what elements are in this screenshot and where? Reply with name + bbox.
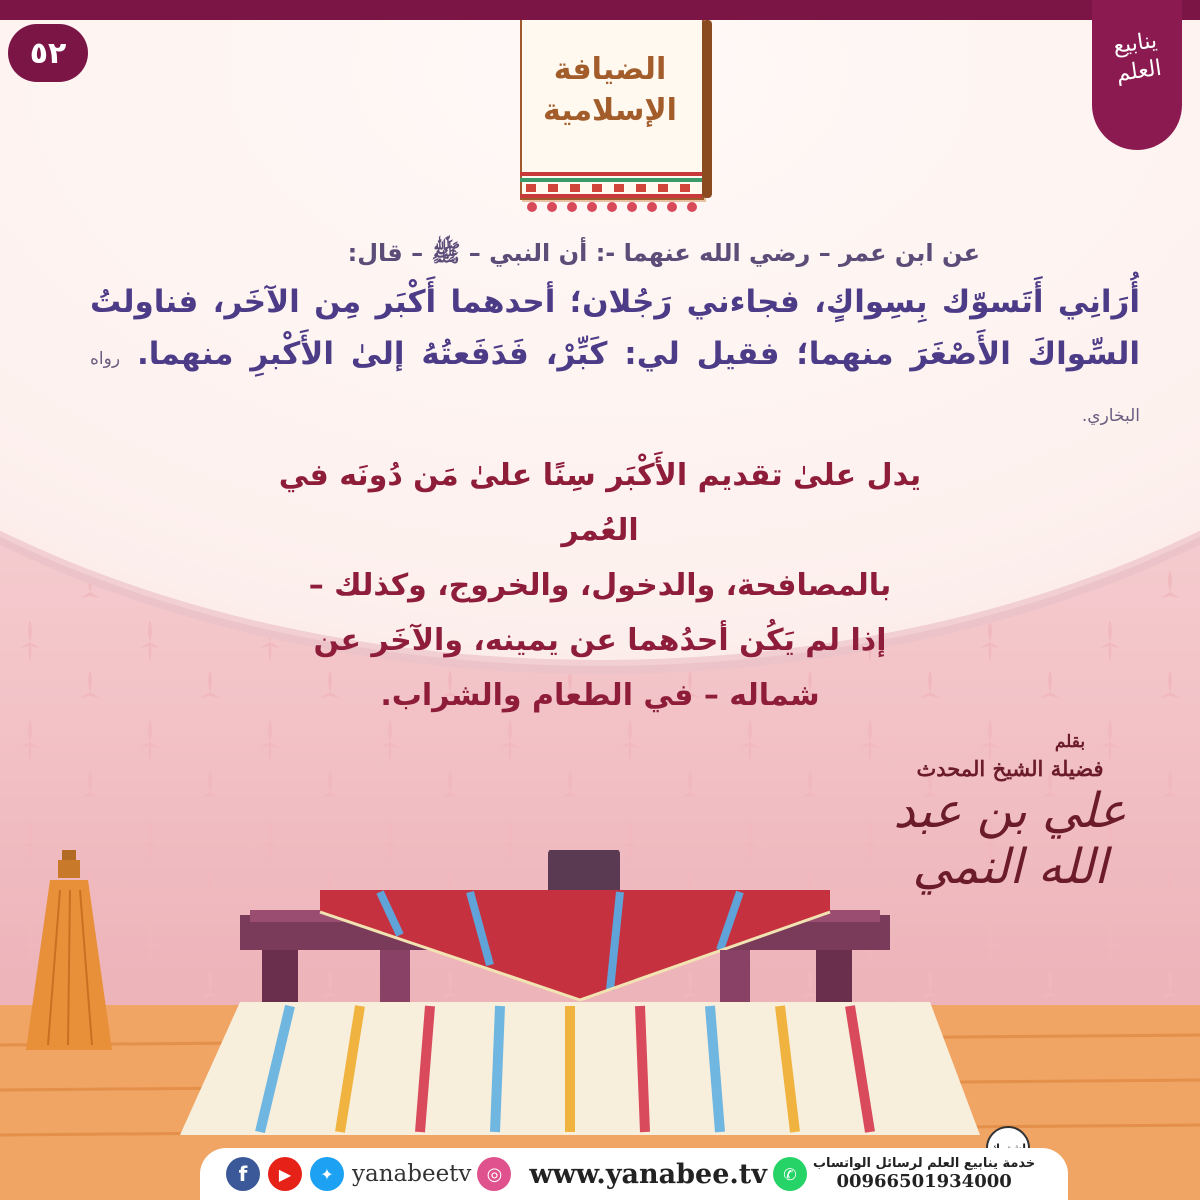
banner-tassels: [526, 200, 698, 214]
author-title: فضيلة الشيخ المحدث: [916, 756, 1104, 781]
twitter-icon[interactable]: ✦: [310, 1157, 344, 1191]
series-title-line2: الإسلامية: [543, 92, 677, 128]
hadith-source: رواه البخاري.: [90, 349, 1140, 426]
top-bar: [0, 0, 1200, 20]
social-handle[interactable]: yanabeetv: [352, 1161, 472, 1187]
banner-rod: [702, 20, 712, 198]
logo-text: ينابيع العلم: [1111, 28, 1164, 87]
whatsapp-service-text: خدمة ينابيع العلم لرسائل الواتساب: [812, 1156, 1036, 1171]
hadith-text: أُرَانِي أَتَسوّك بِسِواكٍ، فجاءني رَجُلان؛ أحدهما أَكْبَر مِن الآخَر، فناولتُ السِّواكَ الأَصْغَرَ منهما؛ فقيل لي: كَبِّرْ، فَدَفَعتُهُ إلىٰ الأَكْبرِ منهما.: [90, 284, 1140, 372]
youtube-icon[interactable]: ▶: [268, 1157, 302, 1191]
signature-by: بقلم: [1054, 732, 1086, 752]
series-title-line1: الضيافة: [553, 52, 667, 87]
hadith-text-block: [90, 276, 1140, 442]
hadith-intro: عن ابن عمر – رضي الله عنهما -: أن النبي – ﷺ – قال:: [347, 239, 980, 267]
whatsapp-number[interactable]: 00966501934000: [836, 1171, 1012, 1192]
whatsapp-service: [813, 1157, 1035, 1191]
lesson-line: إذا لم يَكُن أحدُهما عن يمينه، والآخَر عن: [313, 623, 887, 658]
broom-icon: [26, 850, 112, 1050]
lesson-text: [240, 448, 960, 723]
bench-illustration: [0, 850, 1200, 1150]
banner-pattern: [520, 172, 702, 198]
page-number: ٥٢: [29, 35, 67, 71]
lesson-line: يدل علىٰ تقديم الأَكْبَر سِنًا علىٰ مَن دُونَه في العُمر: [278, 458, 922, 548]
brand-logo: [1092, 0, 1182, 150]
facebook-icon[interactable]: f: [226, 1157, 260, 1191]
whatsapp-icon[interactable]: ✆: [773, 1157, 807, 1191]
social-icons: [218, 1157, 344, 1191]
series-banner: [512, 20, 708, 210]
lesson-line: شماله – في الطعام والشراب.: [380, 678, 820, 713]
dribbble-icon[interactable]: ◎: [477, 1157, 511, 1191]
author-name: علي بن عبد الله النمي: [893, 783, 1127, 895]
floor-rug: [180, 1002, 980, 1135]
lesson-line: بالمصافحة، والدخول، والخروج، وكذلك –: [308, 568, 892, 603]
page-number-badge: [8, 24, 88, 82]
footer-bar: [200, 1148, 1068, 1200]
website-link[interactable]: www.yanabee.tv: [529, 1158, 767, 1190]
series-title: [520, 50, 700, 131]
